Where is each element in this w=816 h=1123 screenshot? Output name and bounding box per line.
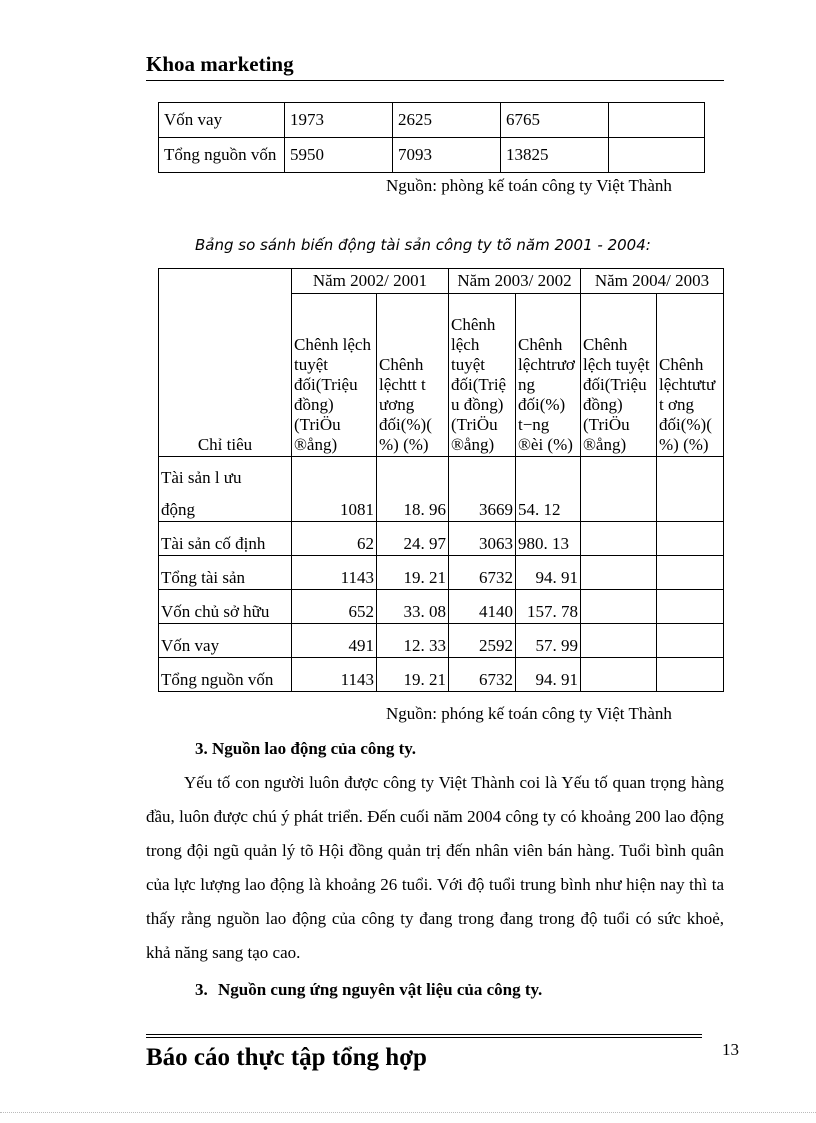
table-cell: 5950 bbox=[285, 138, 393, 173]
table-cell-empty bbox=[609, 138, 705, 173]
table-cell: 94. 91 bbox=[516, 658, 581, 692]
table-row bbox=[159, 138, 705, 173]
table-cell: 1143 bbox=[292, 556, 377, 590]
table-cell: 33. 08 bbox=[377, 590, 449, 624]
table-cell: 2592 bbox=[449, 624, 516, 658]
table-cell: 18. 96 bbox=[377, 457, 449, 522]
subheader-cell: Chênh lệch tuyệt đối(Triệu đồng) (TriÖu ®ång) bbox=[292, 294, 377, 457]
table-cell: 7093 bbox=[393, 138, 501, 173]
row-header-cell: Chỉ tiêu bbox=[159, 269, 292, 457]
table-cell: 1081 bbox=[292, 457, 377, 522]
table-cell-empty bbox=[657, 457, 724, 522]
row-label: Tài sản cố định bbox=[159, 522, 292, 556]
table-cell-empty bbox=[581, 457, 657, 522]
table-row bbox=[159, 590, 724, 624]
subheader-cell: Chênh lệchtưtư t ơng đối(%)( %) (%) bbox=[657, 294, 724, 457]
table-cell-empty bbox=[581, 658, 657, 692]
table-cell: 19. 21 bbox=[377, 556, 449, 590]
page-edge-divider bbox=[0, 1112, 816, 1113]
table-cell: 491 bbox=[292, 624, 377, 658]
table-cell: 57. 99 bbox=[516, 624, 581, 658]
page-number: 13 bbox=[722, 1040, 739, 1059]
table-cell: 12. 33 bbox=[377, 624, 449, 658]
table-cell-label: Tổng nguồn vốn bbox=[159, 138, 285, 173]
row-label: Vốn vay bbox=[159, 624, 292, 658]
table-cell: 24. 97 bbox=[377, 522, 449, 556]
capital-table bbox=[158, 102, 705, 173]
table-cell-empty bbox=[657, 556, 724, 590]
section-heading-supply bbox=[195, 980, 542, 1000]
table-row bbox=[159, 457, 724, 522]
row-label: Vốn chủ sở hữu bbox=[159, 590, 292, 624]
table-cell: 3063 bbox=[449, 522, 516, 556]
table-row bbox=[159, 556, 724, 590]
table-cell: 6732 bbox=[449, 658, 516, 692]
table-cell: 62 bbox=[292, 522, 377, 556]
table-row bbox=[159, 522, 724, 556]
asset-comparison-table bbox=[158, 268, 724, 692]
table-cell-empty bbox=[657, 590, 724, 624]
table-cell: 980. 13 bbox=[516, 522, 581, 556]
table-row bbox=[159, 103, 705, 138]
subheader-cell: Chênh lệch tuyệt đối(Triệu đồng) (TriÖu ®ång) bbox=[581, 294, 657, 457]
table-cell: 19. 21 bbox=[377, 658, 449, 692]
table-cell-empty bbox=[657, 624, 724, 658]
table-cell: 13825 bbox=[501, 138, 609, 173]
footer-title: Báo cáo thực tập tổng hợp bbox=[146, 1044, 427, 1071]
table-cell: 94. 91 bbox=[516, 556, 581, 590]
table-cell-empty bbox=[581, 556, 657, 590]
table-cell: 4140 bbox=[449, 590, 516, 624]
subheader-cell: Chênh lệchtt t ương đối(%)( %) (%) bbox=[377, 294, 449, 457]
table-cell: 2625 bbox=[393, 103, 501, 138]
subheader-cell: Chênh lệch tuyệt đối(Triệ u đồng) (TriÖu ®ång) bbox=[449, 294, 516, 457]
table-cell: 652 bbox=[292, 590, 377, 624]
table-cell: 1973 bbox=[285, 103, 393, 138]
row-label bbox=[159, 457, 292, 522]
subheader-cell: Chênh lệchtrươ ng đối(%) t−ng ®èi (%) bbox=[516, 294, 581, 457]
table-cell-empty bbox=[657, 522, 724, 556]
row-label: Tổng tài sản bbox=[159, 556, 292, 590]
year-header-2003: Năm 2003/ 2002 bbox=[449, 269, 581, 294]
section-heading-labor: 3. Nguồn lao động của công ty. bbox=[195, 739, 417, 758]
table-cell: 54. 12 bbox=[516, 457, 581, 522]
table-cell-empty bbox=[609, 103, 705, 138]
page-header: Khoa marketing bbox=[146, 52, 724, 81]
table-cell: 1143 bbox=[292, 658, 377, 692]
year-header-2004: Năm 2004/ 2003 bbox=[581, 269, 724, 294]
table-source-note: Nguồn: phóng kế toán công ty Việt Thành bbox=[386, 704, 672, 723]
table-cell-empty bbox=[581, 624, 657, 658]
table-cell-empty bbox=[657, 658, 724, 692]
table-header-row bbox=[159, 269, 724, 294]
labor-paragraph bbox=[146, 766, 724, 970]
section-number: 3. bbox=[195, 980, 208, 999]
row-label: Tổng nguồn vốn bbox=[159, 658, 292, 692]
table-cell: 6732 bbox=[449, 556, 516, 590]
table-cell: 3669 bbox=[449, 457, 516, 522]
section-title: Nguồn cung ứng nguyên vật liệu của công ty. bbox=[218, 980, 543, 999]
paragraph-text: Yếu tố con người luôn được công ty Việt Thành coi là Yếu tố quan trọng hàng đầu, luôn được chú ý phát triển. Đến cuối năm 2004 công ty có khoảng 200 lao động trong đội ngũ quản lý tõ Hội đồng quản trị đến nhân viên bán hàng. Tuổi bình quân của lực lượng lao động là khoảng 26 tuổi. Với độ tuổi trung bình như hiện nay thì ta thấy rằng nguồn lao động của công ty đang trong đang trong độ tuổi có sức khoẻ, khả năng sang tạo cao. bbox=[146, 773, 724, 962]
table-cell-empty bbox=[581, 590, 657, 624]
table-cell: 157. 78 bbox=[516, 590, 581, 624]
table-row bbox=[159, 624, 724, 658]
table-cell: 6765 bbox=[501, 103, 609, 138]
table-cell-empty bbox=[581, 522, 657, 556]
table-cell-label: Vốn vay bbox=[159, 103, 285, 138]
row-label-line: động bbox=[161, 500, 195, 519]
table-source-note: Nguồn: phòng kế toán công ty Việt Thành bbox=[386, 176, 672, 195]
table-caption: Bảng so sánh biến động tài sản công ty tõ năm 2001 - 2004: bbox=[195, 236, 651, 254]
table-row bbox=[159, 658, 724, 692]
year-header-2002: Năm 2002/ 2001 bbox=[292, 269, 449, 294]
footer-rule bbox=[146, 1034, 702, 1038]
row-label-line: Tài sản l ưu bbox=[161, 468, 242, 487]
